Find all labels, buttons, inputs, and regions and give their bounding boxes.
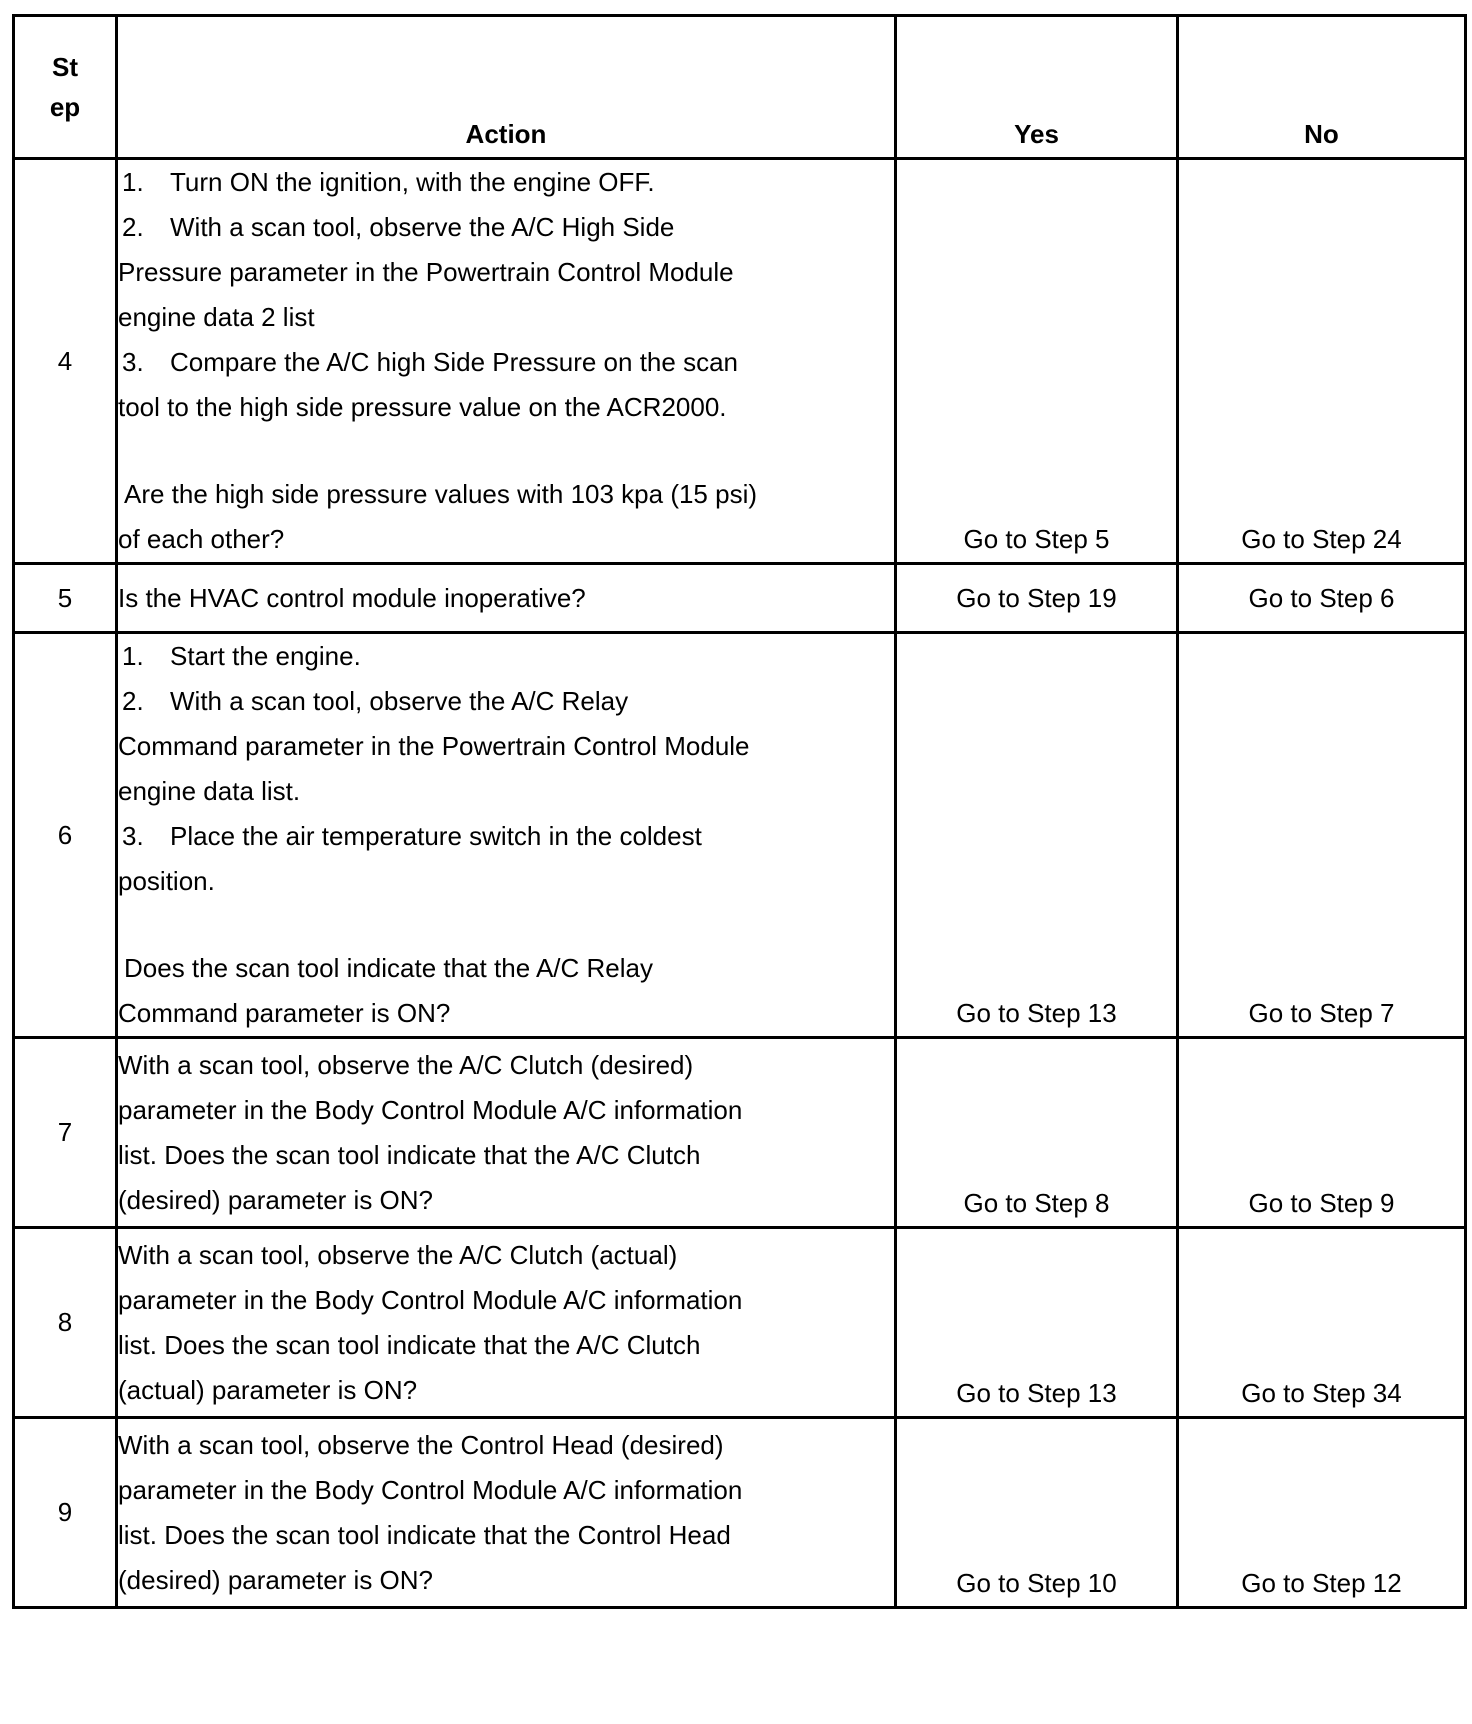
action-question: Does the scan tool indicate that the A/C Relay (124, 953, 653, 983)
step-number: 7 (14, 1038, 117, 1228)
no-result: Go to Step 24 (1178, 159, 1466, 564)
table-header-row (14, 16, 1466, 159)
action-line: parameter in the Body Control Module A/C information (118, 1474, 743, 1505)
header-no: No (1178, 16, 1466, 159)
action-line: engine data 2 list (118, 302, 315, 332)
no-result: Go to Step 9 (1178, 1038, 1466, 1228)
action-line: (actual) parameter is ON? (118, 1374, 418, 1405)
action-line: 2. With a scan tool, observe the A/C High Side (122, 212, 675, 242)
action-cell: Is the HVAC control module inoperative? (117, 564, 896, 633)
action-line: Pressure parameter in the Powertrain Control Module (118, 257, 734, 287)
action-line: parameter in the Body Control Module A/C information (118, 1284, 743, 1315)
action-line: engine data list. (118, 776, 301, 806)
no-result: Go to Step 34 (1178, 1228, 1466, 1418)
no-result: Go to Step 7 (1178, 633, 1466, 1038)
yes-result: Go to Step 10 (896, 1418, 1178, 1608)
action-line: Command parameter in the Powertrain Control Module (118, 731, 750, 761)
table-row (14, 1418, 1466, 1608)
action-line: 1. Start the engine. (122, 641, 361, 671)
action-line: With a scan tool, observe the Control Head (desired) (118, 1429, 724, 1460)
header-yes: Yes (896, 16, 1178, 159)
header-step: St ep (14, 16, 117, 159)
action-question: Are the high side pressure values with 103 kpa (15 psi) (124, 479, 758, 509)
table-row (14, 633, 1466, 1038)
step-number: 4 (14, 159, 117, 564)
action-line: 2. With a scan tool, observe the A/C Relay (122, 686, 629, 716)
action-line: With a scan tool, observe the A/C Clutch (desired) (118, 1049, 694, 1080)
action-line: (desired) parameter is ON? (118, 1564, 433, 1595)
step-number: 9 (14, 1418, 117, 1608)
action-line: 3. Place the air temperature switch in the coldest (122, 821, 702, 851)
yes-result: Go to Step 19 (896, 564, 1178, 633)
yes-result: Go to Step 13 (896, 633, 1178, 1038)
action-cell (117, 1418, 896, 1608)
diagnostic-step-table (12, 14, 1467, 1609)
action-line: position. (118, 866, 215, 896)
action-cell (117, 159, 896, 564)
no-result: Go to Step 12 (1178, 1418, 1466, 1608)
action-line: With a scan tool, observe the A/C Clutch (actual) (118, 1239, 678, 1270)
table-row (14, 159, 1466, 564)
yes-result: Go to Step 13 (896, 1228, 1178, 1418)
action-cell (117, 633, 896, 1038)
table-row (14, 1228, 1466, 1418)
action-line: list. Does the scan tool indicate that the A/C Clutch (118, 1139, 701, 1170)
yes-result: Go to Step 5 (896, 159, 1178, 564)
action-cell (117, 1038, 896, 1228)
action-cell (117, 1228, 896, 1418)
action-line: 1. Turn ON the ignition, with the engine OFF. (122, 167, 655, 197)
action-question: Command parameter is ON? (118, 998, 451, 1028)
step-number: 8 (14, 1228, 117, 1418)
header-action: Action (117, 16, 896, 159)
action-line: list. Does the scan tool indicate that the A/C Clutch (118, 1329, 701, 1360)
action-line: 3. Compare the A/C high Side Pressure on the scan (122, 347, 738, 377)
no-result: Go to Step 6 (1178, 564, 1466, 633)
step-number: 5 (14, 564, 117, 633)
action-line: parameter in the Body Control Module A/C information (118, 1094, 743, 1125)
action-line: (desired) parameter is ON? (118, 1184, 433, 1215)
yes-result: Go to Step 8 (896, 1038, 1178, 1228)
step-number: 6 (14, 633, 117, 1038)
action-question: of each other? (118, 524, 285, 554)
table-row (14, 1038, 1466, 1228)
action-line: list. Does the scan tool indicate that the Control Head (118, 1519, 731, 1550)
action-line: tool to the high side pressure value on the ACR2000. (118, 392, 727, 422)
table-row (14, 564, 1466, 633)
